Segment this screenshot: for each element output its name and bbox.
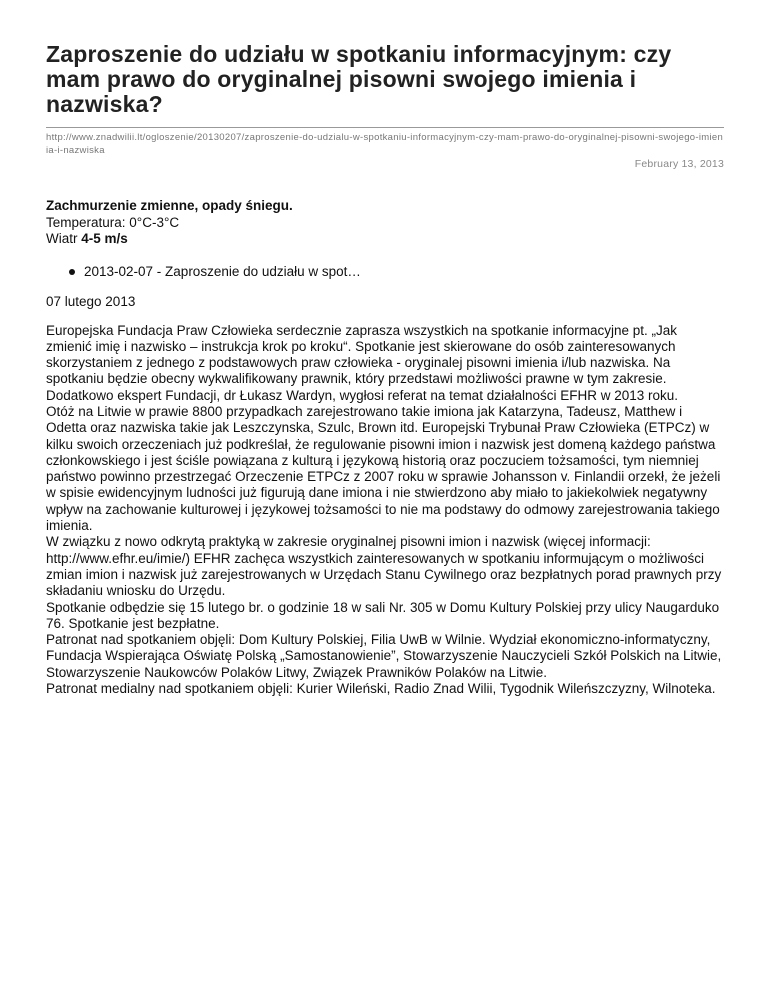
article-body bbox=[46, 323, 724, 698]
weather-block bbox=[46, 198, 724, 248]
list-item-label: 2013-02-07 - Zaproszenie do udziału w spot… bbox=[84, 263, 361, 279]
weather-temperature: Temperatura: 0°C-3°C bbox=[46, 214, 180, 230]
article-title: Zaproszenie do udziału w spotkaniu informacyjnym: czy mam prawo do oryginalnej pisowni swojego imienia i nazwiska? bbox=[46, 41, 672, 117]
paragraph: W związku z nowo odkrytą praktyką w zakresie oryginalnej pisowni imion i nazwisk (więcej informacji: http://www.efhr.eu/imie/) EFHR zachęca wszystkich zainteresowanych w spotkaniu informującym o możliwości zmian imion i nazwisk już zarejestrowanych w Urzędach Stanu Cywilnego oraz bezpłatnych porad prawnych przy składaniu wniosku do Urzędu. bbox=[46, 534, 722, 599]
source-url[interactable]: http://www.znadwilii.lt/ogloszenie/20130207/zaproszenie-do-udzialu-w-spotkaniu-informacyjnym-czy-mam-prawo-do-oryginalnej-pisowni-swojego-imienia-i-nazwiska bbox=[46, 132, 724, 156]
paragraph: Europejska Fundacja Praw Człowieka serdecznie zaprasza wszystkich na spotkanie informacyjne pt. „Jak zmienić imię i nazwisko – instrukcja krok po kroku“. Spotkanie jest skierowane do osób zainteresowanych skorzystaniem z jednego z podstawowych praw człowieka - oryginalej pisowni imienia i/lub nazwiska. Na spotkaniu będzie obecny wykwalifikowany prawnik, który przedstawi możliwości prawne w tym zakresie. Dodatkowo ekspert Fundacji, dr Łukasz Wardyn, wygłosi referat na temat działalności EFHR w 2013 roku. bbox=[46, 322, 679, 403]
article-dateline: 07 lutego 2013 bbox=[46, 293, 136, 309]
paragraph: Patronat nad spotkaniem objęli: Dom Kultury Polskiej, Filia UwB w Wilnie. Wydział ekonomiczno-informatyczny, Fundacja Wspierająca Oświatę Polską „Samostanowienie”, Stowarzyszenie Nauczycieli Szkół Polskich na Litwie, Stowarzyszenie Naukowców Polaków Litwy, Związek Prawników Polaków na Litwie. bbox=[46, 632, 722, 680]
weather-wind bbox=[46, 231, 724, 248]
paragraph: Spotkanie odbędzie się 15 lutego br. o godzinie 18 w sali Nr. 305 w Domu Kultury Polskiej przy ulicy Naugarduko 76. Spotkanie jest bezpłatne. bbox=[46, 599, 720, 631]
paragraph: Otóż na Litwie w prawie 8800 przypadkach zarejestrowano takie imiona jak Katarzyna, Tadeusz, Matthew i Odetta oraz nazwiska takie jak Leszczynska, Szulc, Brown itd. Europejski Trybunał Praw Człowieka (ETPCz) w kilku swoich orzeczeniach już podkreślał, że regulowanie pisowni imion i nazwisk jest domeną każdego państwa członkowskiego i jest ściśle powiązana z kulturą i językową historią oraz poczuciem tożsamości, tym niemniej państwo powinno przestrzegać Orzeczenie ETPCz z 2007 roku w sprawie Johansson v. Finlandii orzekł, że jeżeli w spisie ewidencyjnym ludności już figurują dane imiona i nie stwierdzono aby miało to jakiekolwiek negatywny wpływ na zachowanie kulturowej i językowej tożsamości to nie ma podstawy do odmowy zarejestrowania takiego imienia. bbox=[46, 403, 721, 534]
weather-condition: Zachmurzenie zmienne, opady śniegu. bbox=[46, 198, 293, 213]
bullet-icon bbox=[69, 269, 75, 275]
paragraph: Patronat medialny nad spotkaniem objęli: Kurier Wileński, Radio Znad Wilii, Tygodnik Wileńszczyzny, Wilnoteka. bbox=[46, 681, 716, 697]
wind-label: Wiatr bbox=[46, 231, 82, 246]
wind-value: 4-5 m/s bbox=[81, 231, 128, 246]
article-list bbox=[46, 263, 724, 280]
title-divider bbox=[46, 127, 724, 128]
publish-date: February 13, 2013 bbox=[634, 158, 724, 170]
list-item[interactable] bbox=[84, 263, 724, 280]
